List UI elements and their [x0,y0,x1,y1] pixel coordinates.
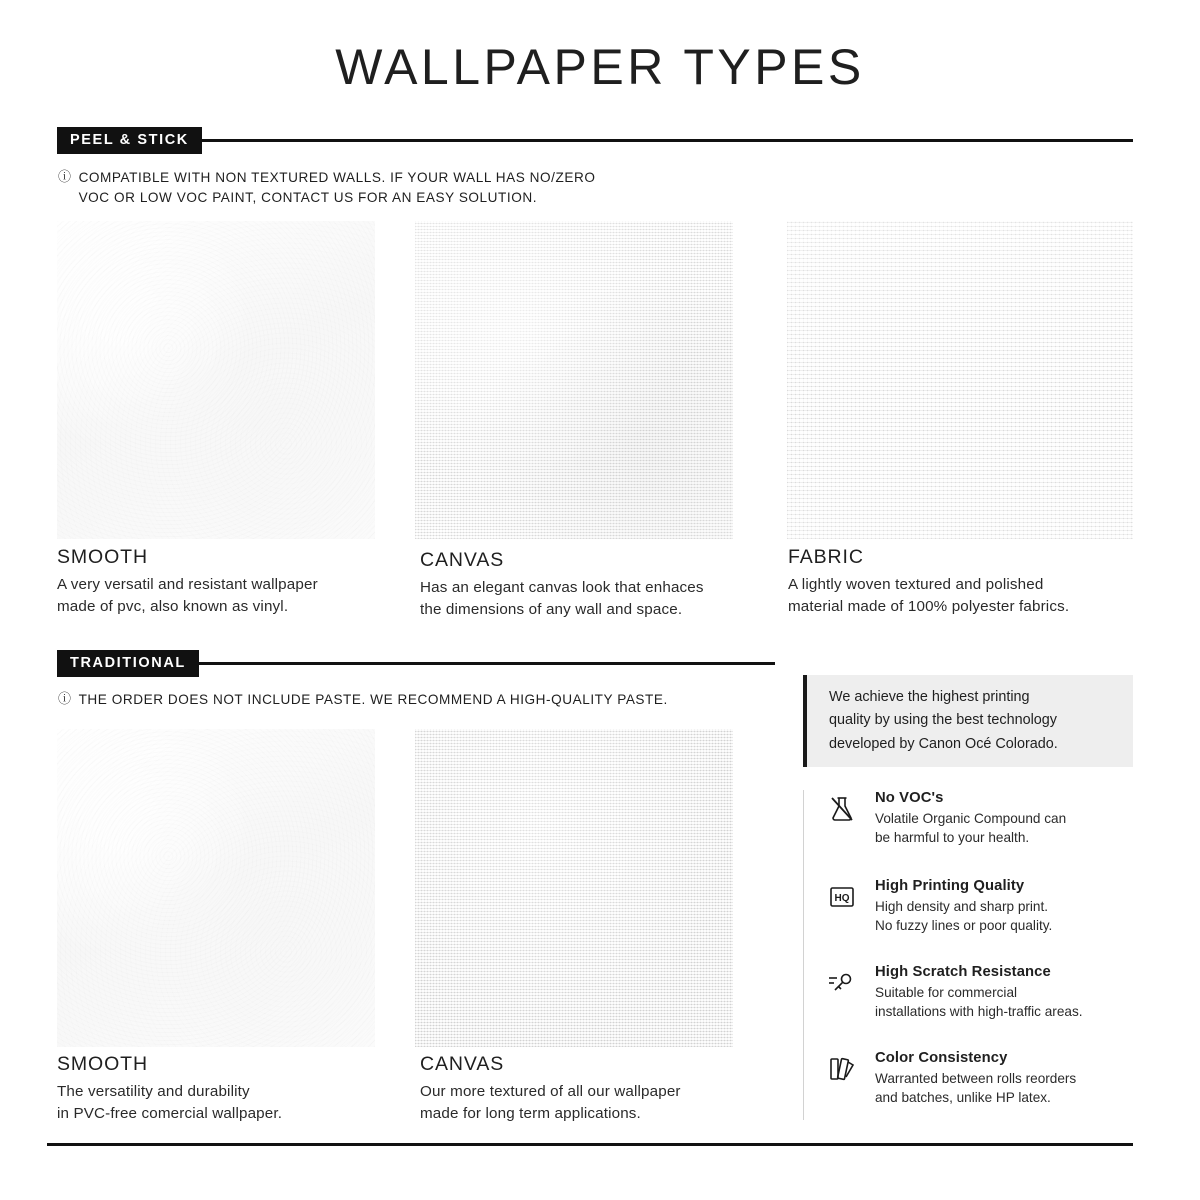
sample-title-fabric-peel: FABRIC [788,546,864,568]
desc-line-2: made for long term applications. [420,1104,641,1122]
page-title: WALLPAPER TYPES [335,39,865,95]
sample-desc-smooth-peel [57,574,397,617]
sample-desc-fabric-peel [788,574,1138,617]
sample-desc-canvas-peel [420,577,770,620]
info-icon: ⓘ [58,169,72,184]
desc-line-2: installations with high-traffic areas. [875,1004,1083,1020]
desc-line-1: A very versatil and resistant wallpaper [57,576,318,593]
vertical-divider [803,790,804,1120]
color-consistency-icon [825,1052,859,1086]
desc-line-1: Suitable for commercial [875,985,1018,1000]
info-icon: ⓘ [58,691,72,706]
feature-text [875,790,1140,848]
sample-desc-smooth-traditional [57,1081,397,1124]
desc-line-1: Has an elegant canvas look that enhaces [420,579,704,596]
desc-line-2: be harmful to your health. [875,830,1030,846]
sample-title-smooth-traditional: SMOOTH [57,1053,148,1075]
section-rule [202,139,1133,142]
quote-text [807,686,1074,756]
feature-text [875,1050,1140,1108]
section-tag-traditional: TRADITIONAL [57,650,199,677]
section-header-traditional [57,650,775,677]
sample-desc-canvas-traditional [420,1081,770,1124]
svg-text:HQ: HQ [834,893,850,904]
smooth-texture-swatch [57,729,375,1047]
sample-title-canvas-peel: CANVAS [420,549,505,571]
section-tag-peel-and-stick: PEEL & STICK [57,127,202,154]
desc-line-1: Warranted between rolls reorders [875,1071,1077,1086]
quote-line-3: developed by Canon Océ Colorado. [829,735,1058,752]
printing-quality-quote [803,675,1133,767]
note-traditional [58,690,778,710]
section-header-peel-and-stick [57,127,1133,154]
feature-desc [875,1069,1140,1108]
sample-title-smooth-peel: SMOOTH [57,546,148,568]
feature-heading: Color Consistency [875,1050,1008,1066]
scratch-resistance-icon [825,966,859,1000]
feature-text [875,878,1140,936]
desc-line-1: High density and sharp print. [875,899,1049,914]
desc-line-2: the dimensions of any wall and space. [420,600,683,618]
fabric-texture-swatch [787,221,1133,539]
section-rule [199,662,775,665]
desc-line-2: and batches, unlike HP latex. [875,1090,1051,1106]
desc-line-1: Our more textured of all our wallpaper [420,1083,681,1100]
feature-heading: High Printing Quality [875,878,1025,894]
desc-line-2: material made of 100% polyester fabrics. [788,597,1070,615]
note-peel-and-stick [58,168,758,207]
feature-high-printing-quality [825,878,1140,936]
feature-heading: No VOC's [875,790,944,806]
sample-title-canvas-traditional: CANVAS [420,1053,505,1075]
feature-color-consistency [825,1050,1140,1108]
note-line-1: COMPATIBLE WITH NON TEXTURED WALLS. IF YOUR WALL HAS NO/ZERO [78,170,596,185]
feature-desc [875,809,1140,848]
note-text [79,168,596,207]
desc-line-2: made of pvc, also known as vinyl. [57,597,289,615]
feature-desc [875,897,1140,936]
feature-high-scratch-resistance [825,964,1140,1022]
hq-print-icon [825,880,859,914]
desc-line-2: in PVC-free comercial wallpaper. [57,1104,283,1122]
feature-heading: High Scratch Resistance [875,964,1051,980]
quote-line-1: We achieve the highest printing [829,689,1030,705]
no-voc-flask-icon [825,792,859,826]
feature-text [875,964,1140,1022]
desc-line-1: Volatile Organic Compound can [875,811,1067,826]
feature-desc [875,983,1140,1022]
desc-line-1: The versatility and durability [57,1083,250,1100]
canvas-texture-swatch [415,221,733,539]
desc-line-2: No fuzzy lines or poor quality. [875,918,1053,934]
note-line-2: VOC OR LOW VOC PAINT, CONTACT US FOR AN EASY SOLUTION. [78,189,538,205]
canvas-texture-swatch [415,729,733,1047]
bottom-rule [47,1143,1133,1146]
desc-line-1: A lightly woven textured and polished [788,576,1044,593]
quote-line-2: quality by using the best technology [829,712,1058,729]
note-text: THE ORDER DOES NOT INCLUDE PASTE. WE RECOMMEND A HIGH-QUALITY PASTE. [78,692,668,707]
feature-no-voc [825,790,1140,848]
smooth-texture-swatch [57,221,375,539]
